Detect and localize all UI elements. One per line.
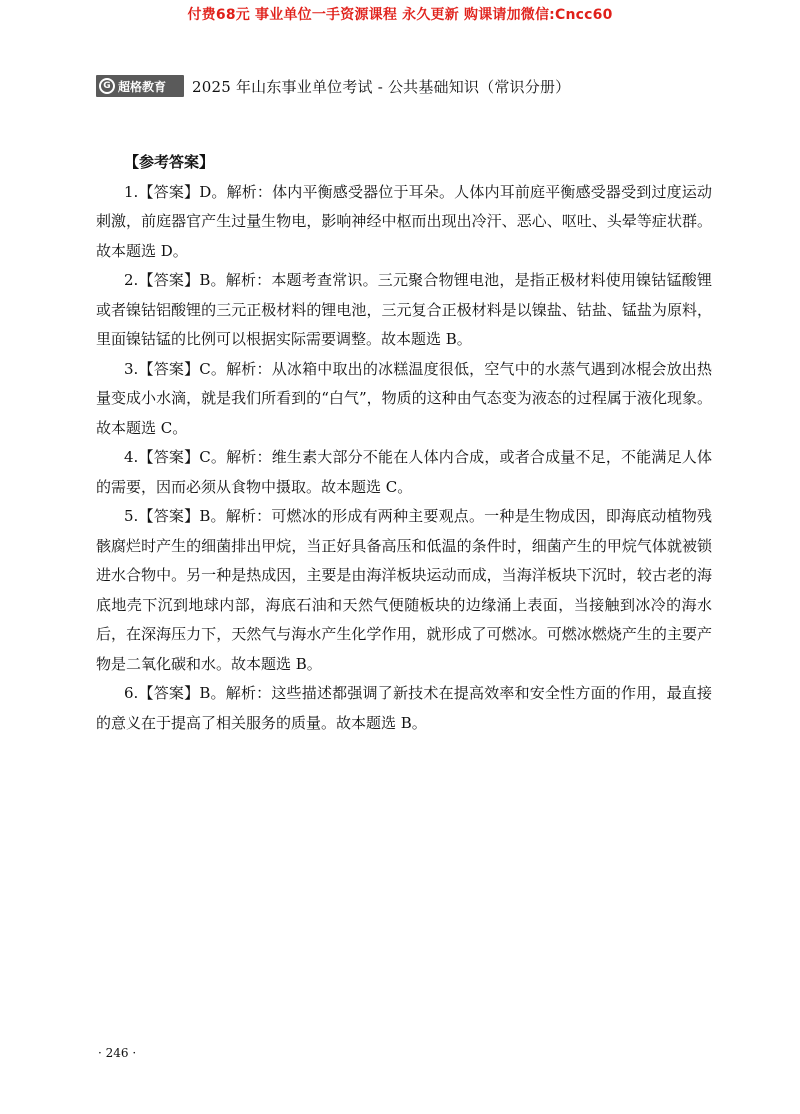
answer-number: 5. <box>124 507 139 525</box>
answer-label: 【答案】 <box>138 684 200 702</box>
answer-section <box>96 148 712 738</box>
answer-item-1 <box>96 178 712 267</box>
answer-number: 3. <box>124 359 139 378</box>
answer-label: 【答案】 <box>138 507 200 525</box>
answer-item-2 <box>96 266 712 355</box>
answer-number: 2. <box>124 271 139 289</box>
answer-text: C。解析：维生素大部分不能在人体内合成，或者合成量不足，不能满足人体的需要，因而必须从食物中摄取。故本题选 C。 <box>96 448 712 496</box>
answer-item-4 <box>96 443 712 502</box>
answer-text: D。解析：体内平衡感受器位于耳朵。人体内耳前庭平衡感受器受到过度运动刺激，前庭器官产生过量生物电，影响神经中枢而出现出冷汗、恶心、呕吐、头晕等症状群。故本题选 D。 <box>96 182 712 260</box>
answer-label: 【答案】 <box>138 359 200 378</box>
header-title: 2025 年山东事业单位考试 - 公共基础知识（常识分册） <box>192 77 571 96</box>
answer-text: C。解析：从冰箱中取出的冰糕温度很低，空气中的水蒸气遇到冰棍会放出热量变成小水滴，就是我们所看到的“白气”，物质的这种由气态变为液态的过程属于液化现象。故本题选 C。 <box>96 359 712 437</box>
answer-item-3 <box>96 355 712 444</box>
logo-text: 超格教育 <box>118 79 167 94</box>
answer-number: 1. <box>124 182 139 201</box>
answer-number: 4. <box>124 448 139 466</box>
logo-g-icon: G <box>99 78 115 94</box>
page-header <box>96 72 570 100</box>
answer-label: 【答案】 <box>138 271 200 289</box>
answer-label: 【答案】 <box>138 182 200 201</box>
answer-text: B。解析：这些描述都强调了新技术在提高效率和安全性方面的作用，最直接的意义在于提高了相关服务的质量。故本题选 B。 <box>96 684 712 732</box>
answer-label: 【答案】 <box>138 448 200 466</box>
answer-text: B。解析：本题考查常识。三元聚合物锂电池，是指正极材料使用镍钴锰酸锂或者镍钴铝酸锂的三元正极材料的锂电池，三元复合正极材料是以镍盐、钴盐、锰盐为原料，里面镍钴锰的比例可以根据实际需要调整。故本题选 B。 <box>96 271 712 348</box>
answer-item-6 <box>96 679 712 738</box>
watermark-banner: 付费68元 事业单位一手资源课程 永久更新 购课请加微信:Cncc60 <box>187 7 613 23</box>
section-title: 【参考答案】 <box>124 153 215 171</box>
logo <box>96 75 184 97</box>
answer-text: B。解析：可燃冰的形成有两种主要观点。一种是生物成因，即海底动植物残骸腐烂时产生的细菌排出甲烷，当正好具备高压和低温的条件时，细菌产生的甲烷气体就被锁进水合物中。另一种是热成因，主要是由海洋板块运动而成，当海洋板块下沉时，较古老的海底地壳下沉到地球内部，海底石油和天然气便随板块的边缘涌上表面，当接触到冰冷的海水后，在深海压力下，天然气与海水产生化学作用，就形成了可燃冰。可燃冰燃烧产生的主要产物是二氧化碳和水。故本题选 B。 <box>96 507 712 673</box>
answer-number: 6. <box>124 684 139 702</box>
page-number: · 246 · <box>98 1046 137 1060</box>
answer-item-5 <box>96 502 712 679</box>
